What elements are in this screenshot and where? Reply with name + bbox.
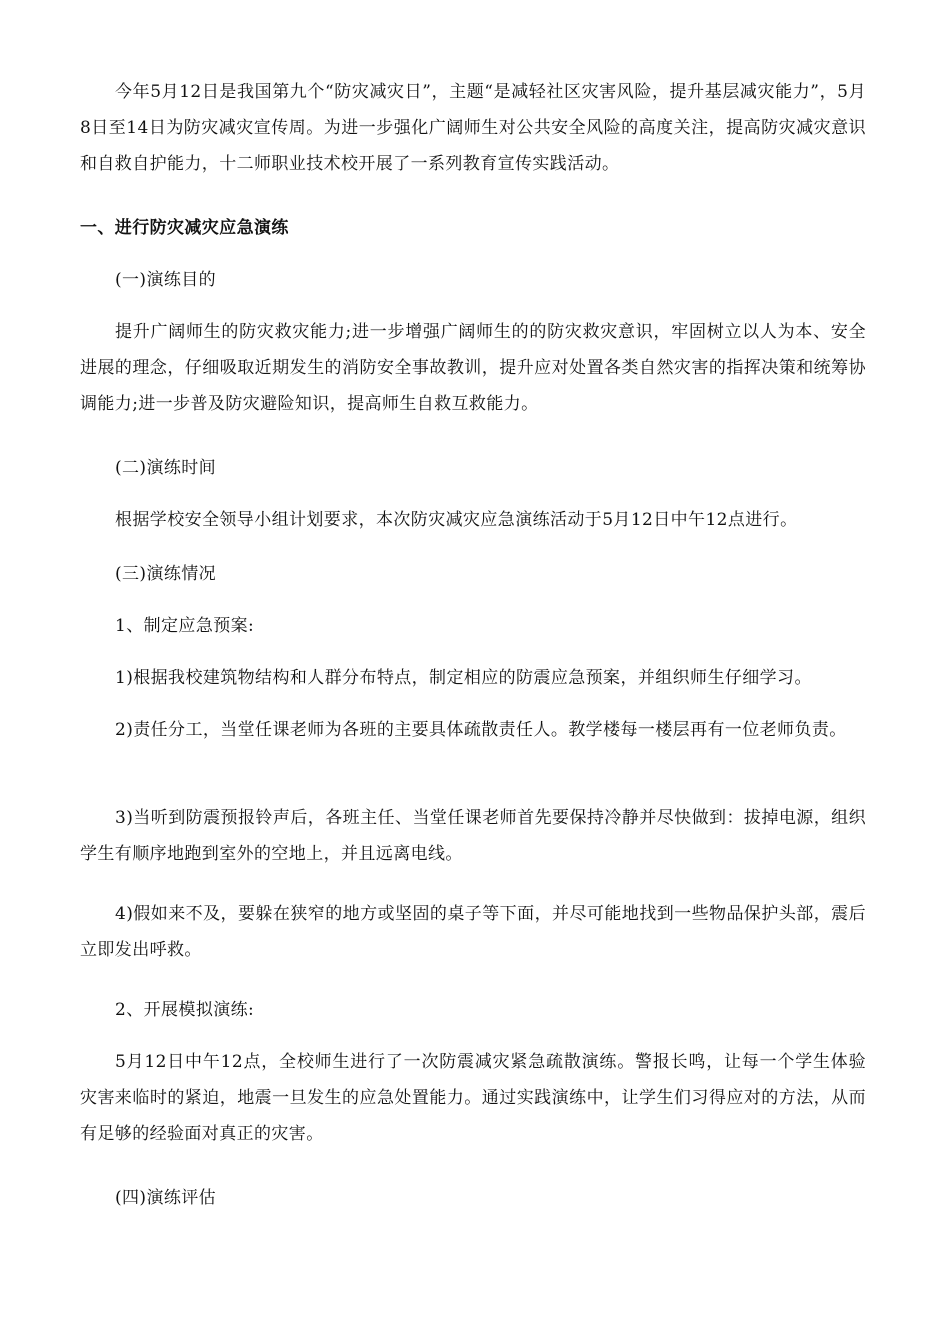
drill-paragraph: 5月12日中午12点，全校师生进行了一次防震减灾紧急疏散演练。警报长鸣，让每一个学生体验灾害来临时的紧迫，地震一旦发生的应急处置能力。通过实践演练中，让学生们习得应对的方法，从而有足够的经验面对真正的灾害。 [80,1052,866,1144]
plan-item-2: 2)责任分工，当堂任课老师为各班的主要具体疏散责任人。教学楼每一楼层再有一位老师负责。 [115,720,847,740]
item-drill-heading: 2、开展模拟演练: [115,1000,255,1020]
item-plan-heading: 1、制定应急预案: [115,616,255,636]
subheading-time: (二)演练时间 [115,458,217,478]
intro-paragraph: 今年5月12日是我国第九个“防灾减灾日”，主题“是减轻社区灾害风险，提升基层减灾能力”，5月8日至14日为防灾减灾宣传周。为进一步强化广阔师生对公共安全风险的高度关注，提高防灾减灾意识和自救自护能力，十二师职业技术校开展了一系列教育宣传实践活动。 [80,82,866,174]
purpose-paragraph: 提升广阔师生的防灾救灾能力;进一步增强广阔师生的的防灾救灾意识，牢固树立以人为本、安全进展的理念，仔细吸取近期发生的消防安全事故教训，提升应对处置各类自然灾害的指挥决策和统筹协调能力;进一步普及防灾避险知识，提高师生自救互救能力。 [80,322,866,414]
subheading-purpose: (一)演练目的 [115,270,217,290]
subheading-situation: (三)演练情况 [115,564,217,584]
time-paragraph: 根据学校安全领导小组计划要求，本次防灾减灾应急演练活动于5月12日中午12点进行。 [115,510,798,530]
subheading-evaluation: (四)演练评估 [115,1188,217,1208]
section-heading-drill: 一、进行防灾减灾应急演练 [80,218,289,238]
plan-item-3: 3)当听到防震预报铃声后，各班主任、当堂任课老师首先要保持冷静并尽快做到：拔掉电源，组织学生有顺序地跑到室外的空地上，并且远离电线。 [80,808,866,864]
plan-item-4: 4)假如来不及，要躲在狭窄的地方或坚固的桌子等下面，并尽可能地找到一些物品保护头部，震后立即发出呼救。 [80,904,866,960]
plan-item-1: 1)根据我校建筑物结构和人群分布特点，制定相应的防震应急预案，并组织师生仔细学习。 [115,668,812,688]
